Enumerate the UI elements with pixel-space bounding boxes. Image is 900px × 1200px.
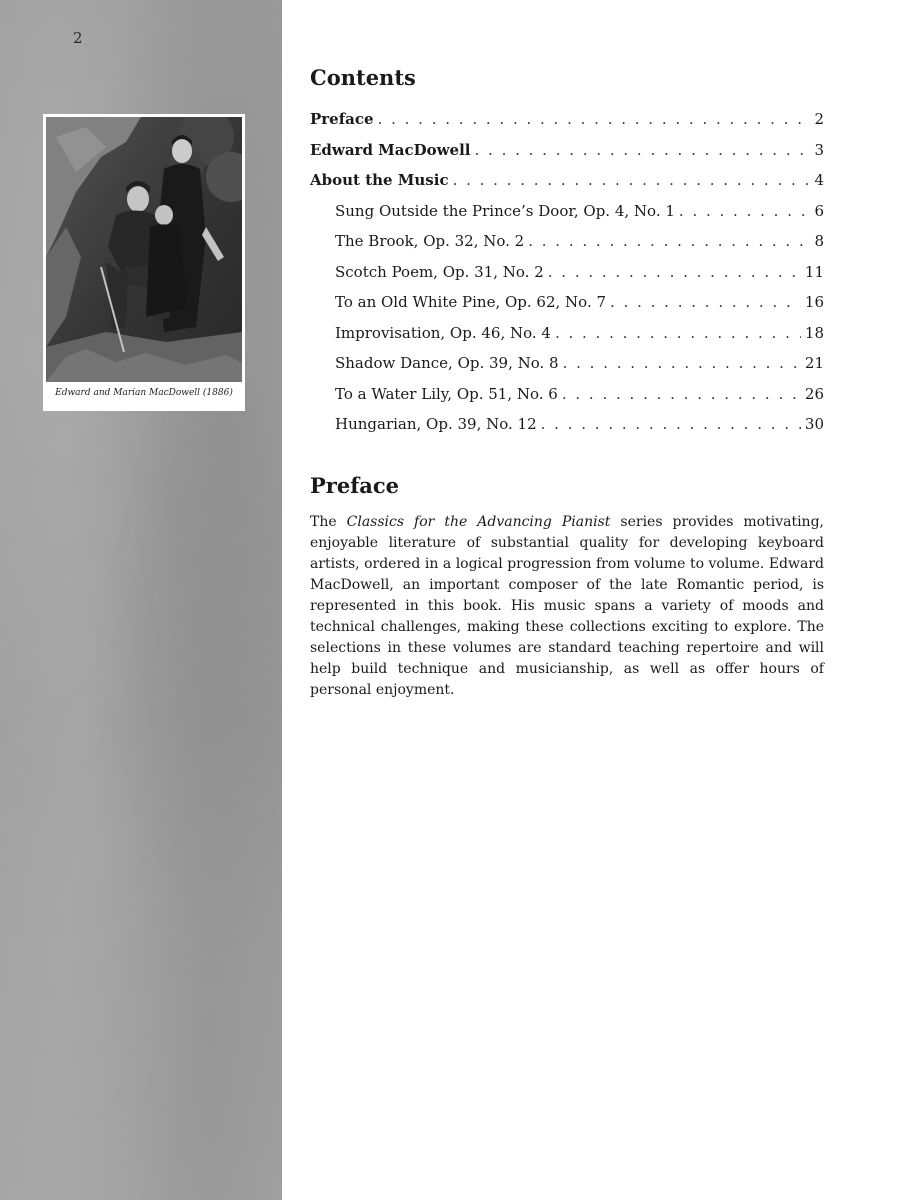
contents-heading: Contents	[310, 65, 416, 90]
toc-leader-dots	[555, 318, 801, 349]
toc-entry-hungarian[interactable]	[310, 409, 824, 440]
toc-entry-the-brook[interactable]	[310, 226, 824, 257]
toc-entry-shadow-dance[interactable]	[310, 348, 824, 379]
toc-entry-preface[interactable]	[310, 104, 824, 135]
toc-leader-dots	[528, 226, 810, 257]
toc-entry-edward-macdowell[interactable]	[310, 135, 824, 166]
toc-leader-dots	[378, 104, 811, 135]
toc-entry-page: 6	[814, 201, 824, 220]
toc-leader-dots	[541, 409, 801, 440]
toc-leader-dots	[679, 196, 811, 227]
toc-entry-page: 2	[814, 110, 824, 128]
toc-entry-title: Edward MacDowell	[310, 140, 471, 159]
sidebar-panel	[0, 0, 282, 1200]
toc-entry-page: 11	[804, 262, 824, 281]
toc-entry-sung-outside[interactable]	[310, 196, 824, 227]
toc-entry-title: Sung Outside the Prince’s Door, Op. 4, No. 1	[335, 201, 675, 220]
toc-entry-page: 26	[804, 384, 824, 403]
toc-entry-page: 4	[814, 171, 824, 189]
toc-entry-page: 8	[814, 232, 824, 250]
preface-text-start: The	[310, 513, 347, 530]
toc-entry-title: Hungarian, Op. 39, No. 12	[335, 415, 537, 433]
preface-heading: Preface	[310, 472, 400, 498]
toc-entry-page: 16	[804, 293, 824, 311]
preface-text-rest: series provides motivating, enjoyable literature of substantial quality for developing keyboard artists, ordered in a logical progression from volume to volume. Edward MacDowell, an important composer of the late Romantic period, is represented in this book. His music spans a variety of moods and technical challenges, making these collections exciting to explore. The selections in these volumes are standard teaching repertoire and will help build technique and musicianship, as well as offer hours of personal enjoyment.	[310, 513, 824, 698]
page-number: 2	[73, 29, 83, 47]
toc-entry-improvisation[interactable]	[310, 318, 824, 349]
toc-entry-page: 18	[804, 323, 824, 342]
toc-entry-title: Improvisation, Op. 46, No. 4	[335, 323, 551, 342]
toc-entry-title: To a Water Lily, Op. 51, No. 6	[335, 384, 558, 403]
toc-entry-page: 3	[814, 140, 824, 159]
toc-entry-title: Scotch Poem, Op. 31, No. 2	[335, 262, 544, 281]
toc-entry-title: Preface	[310, 110, 374, 128]
photo-caption: Edward and Marian MacDowell (1886)	[55, 388, 233, 398]
series-title: Classics for the Advancing Pianist	[346, 513, 611, 530]
toc-leader-dots	[562, 379, 801, 410]
toc-leader-dots	[610, 287, 801, 318]
toc-entry-title: About the Music	[310, 171, 449, 189]
toc-entry-about-the-music[interactable]	[310, 165, 824, 196]
table-of-contents	[310, 104, 824, 440]
toc-leader-dots	[475, 135, 811, 166]
photo-frame	[43, 114, 245, 411]
toc-leader-dots	[453, 165, 811, 196]
toc-entry-page: 30	[804, 415, 824, 433]
historical-photo	[46, 117, 242, 382]
toc-entry-title: Shadow Dance, Op. 39, No. 8	[335, 354, 559, 372]
toc-entry-scotch-poem[interactable]	[310, 257, 824, 288]
toc-entry-old-white-pine[interactable]	[310, 287, 824, 318]
preface-paragraph	[310, 512, 824, 701]
toc-entry-title: To an Old White Pine, Op. 62, No. 7	[335, 293, 607, 311]
toc-leader-dots	[548, 257, 801, 288]
toc-entry-page: 21	[804, 354, 824, 372]
main-content	[310, 64, 824, 701]
toc-entry-water-lily[interactable]	[310, 379, 824, 410]
toc-entry-title: The Brook, Op. 32, No. 2	[335, 232, 525, 250]
toc-leader-dots	[563, 348, 801, 379]
